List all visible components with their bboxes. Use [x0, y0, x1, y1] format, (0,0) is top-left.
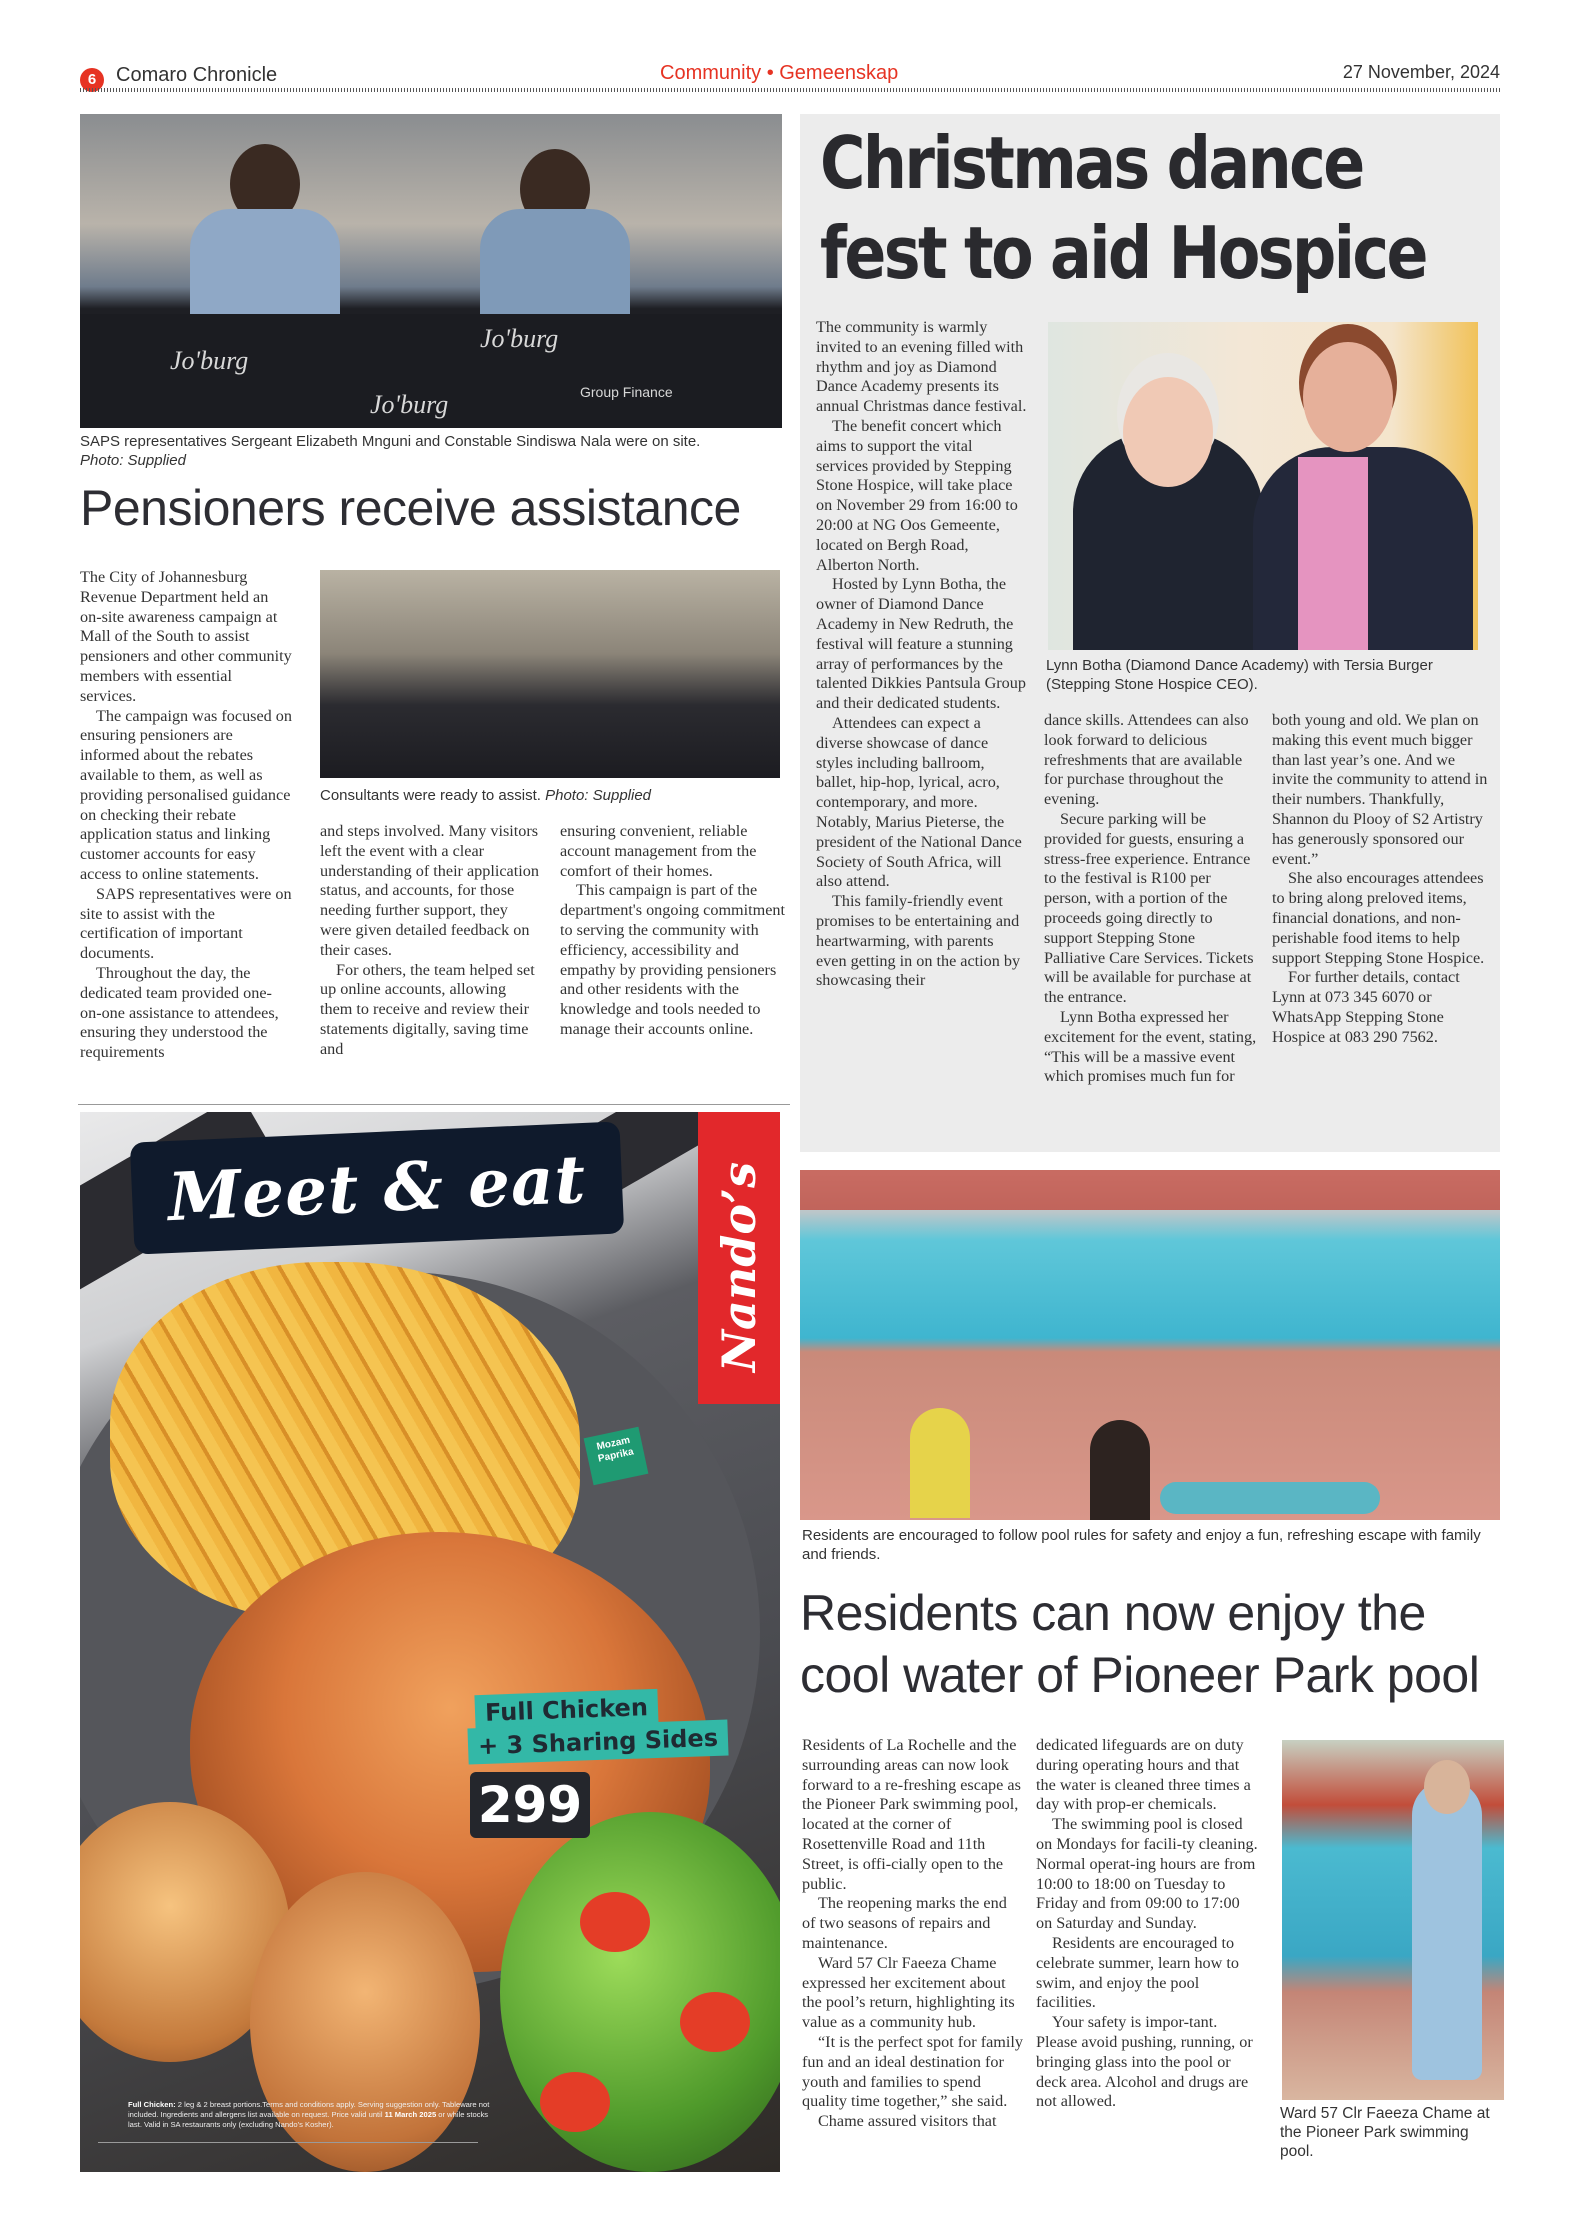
christmas-column-3 [1272, 711, 1488, 1048]
person-figure [1424, 1760, 1470, 1814]
tomato-image [680, 1992, 750, 2052]
deal-line-1: Full Chicken [474, 1689, 658, 1731]
paragraph: Secure parking will be provided for guests, ensuring a stress-free experience. Entrance to the festival is R100 per person, with a portion of the proceeds going directly to support Stepping Stone Palliative Care Services. Tickets will be available for purchase at the entrance. [1044, 809, 1254, 1007]
christmas-column-2 [1044, 711, 1260, 1087]
person-figure [1298, 457, 1368, 650]
headline-line: fest to aid Hospice [820, 211, 1426, 295]
paragraph: Ward 57 Clr Faeeza Chame expressed her excitement about the pool’s return, highlighting its value as a community hub. [802, 1953, 1015, 2032]
pensioners-column-3 [560, 822, 785, 1040]
tomato-image [540, 2072, 610, 2132]
pool-photo [800, 1170, 1500, 1520]
paragraph: Attendees can expect a diverse showcase of dance styles including ballroom, ballet, hip-hop, lyrical, acro, contemporary, and more. Notably, Marius Pieterse, the president of the National Dance Society of South Africa, will also attend. [816, 713, 1022, 891]
person-figure [1412, 1780, 1482, 2080]
paragraph: ensuring convenient, reliable account management from the comfort of their homes. [560, 822, 757, 880]
nandos-advert[interactable] [80, 1112, 780, 2172]
person-figure [1303, 342, 1393, 452]
advert-border [78, 1104, 790, 1105]
dancers-photo [1048, 322, 1478, 650]
group-finance-text: Group Finance [580, 384, 673, 400]
paragraph: For others, the team helped set up online accounts, allowing them to receive and review their statements digitally, saving time and [320, 960, 535, 1058]
paragraph: dance skills. Attendees can also look forward to delicious refreshments that are available for purchase throughout the evening. [1044, 711, 1249, 809]
pensioners-headline: Pensioners receive assistance [80, 480, 741, 536]
tagline-text: Meet & eat [166, 1139, 588, 1237]
person-figure [1090, 1420, 1150, 1520]
headline-line: Christmas dance [820, 121, 1363, 205]
pensioners-column-1 [80, 568, 292, 1063]
caption-text: SAPS representatives Sergeant Elizabeth Mnguni and Constable Sindiswa Nala were on site. [80, 433, 701, 450]
joburg-logo-text: Jo'burg [370, 390, 449, 419]
caption-text: Consultants were ready to assist. [320, 787, 541, 804]
consultants-photo-caption [320, 786, 790, 805]
salad-image [500, 1812, 780, 2172]
paragraph: The reopening marks the end of two seasons of repairs and maintenance. [802, 1894, 1007, 1952]
publication-name: Comaro Chronicle [116, 64, 278, 86]
pool-building-roof [800, 1170, 1500, 1210]
paragraph: dedicated lifeguards are on duty during operating hours and that the water is cleaned three times a day with prop-er chemicals. [1036, 1736, 1251, 1814]
fineprint-bold: Full Chicken: [128, 2100, 176, 2109]
issue-date: 27 November, 2024 [1342, 62, 1500, 82]
paragraph: Residents of La Rochelle and the surrounding areas can now look forward to a re-freshing escape as the Pioneer Park swimming pool, located at the corner of Rosettenville Road and 11th Street, is offi-cially open to the public. [802, 1736, 1021, 1893]
section-label: Community • Gemeenskap [660, 62, 899, 84]
fineprint-text: 2 leg & 2 breast portions.Terms and conditions apply. Serving suggestion only. Tableware not included. Ingredients and allergens list available on request. Price valid until [128, 2100, 490, 2119]
joburg-logo-text: Jo'burg [480, 324, 559, 353]
header-rule [80, 88, 1500, 92]
brand-name: Nando’s [712, 1161, 766, 1373]
paragraph: and steps involved. Many visitors left the event with a clear understanding of their application status, and accounts, for those needing further support, they were given detailed feedback on their cases. [320, 822, 539, 959]
consultants-photo [320, 570, 780, 778]
christmas-column-1 [816, 318, 1028, 991]
fineprint-rule [98, 2142, 478, 2143]
paragraph: The community is warmly invited to an evening filled with rhythm and joy as Diamond Dance Academy presents its annual Christmas dance festival. [816, 318, 1027, 416]
person-figure [1160, 1482, 1380, 1514]
paragraph: both young and old. We plan on making this event much bigger than last year’s one. And we invite the community to attend in their numbers. Thankfully, Shannon du Plooy of S2 Artistry has generously sponsored our event.” [1272, 711, 1488, 868]
paragraph: The campaign was focused on ensuring pensioners are informed about the rebates available to them, as well as providing personalised guidance on checking their rebate application status and linking customer accounts for easy access to online statements. [80, 706, 292, 883]
police-photo-caption [80, 432, 790, 470]
pensioners-column-2 [320, 822, 542, 1060]
paragraph: “It is the perfect spot for family fun and an ideal destination for youth and families to spend quality time together,” she said. [802, 2032, 1023, 2111]
paragraph: This family-friendly event promises to be entertaining and heartwarming, with parents even getting in on the action by showcasing their [816, 892, 1021, 990]
paragraph: SAPS representatives were on site to assist with the certification of important documents. [80, 884, 292, 963]
joburg-logo-text: Jo'burg [170, 346, 249, 375]
advert-fineprint [128, 2100, 498, 2130]
police-photo [80, 114, 782, 428]
pool-column-1 [802, 1736, 1024, 2132]
fineprint-text: or while stocks last. Valid in SA restaurants only (excluding Nando’s Kosher). [128, 2110, 489, 2129]
paragraph: The City of Johannesburg Revenue Department held an on-site awareness campaign at Mall of the South to assist pensioners and other community members with essential services. [80, 568, 292, 705]
paprika-flag: Mozam Paprika [584, 1427, 649, 1486]
headline-line: cool water of Pioneer Park pool [800, 1647, 1480, 1703]
pool-photo-caption: Residents are encouraged to follow pool rules for safety and enjoy a fun, refreshing escape with family and friends. [802, 1527, 1481, 1563]
councillor-photo [1282, 1740, 1504, 2100]
paragraph: Chame assured visitors that [818, 2112, 997, 2131]
person-figure [910, 1408, 970, 1518]
paragraph: Lynn Botha expressed her excitement for the event, stating, “This will be a massive event which promises much fun for [1044, 1007, 1257, 1086]
paragraph: For further details, contact Lynn at 073 345 6070 or WhatsApp Stepping Stone Hospice at 083 290 7562. [1272, 968, 1460, 1046]
paragraph: This campaign is part of the department's ongoing commitment to serving the community with efficiency, accessibility and empathy by providing pensioners and other residents with the knowledge and tools needed to manage their accounts online. [560, 881, 786, 1038]
dancers-photo-caption: Lynn Botha (Diamond Dance Academy) with Tersia Burger (Stepping Stone Hospice CEO). [1046, 657, 1433, 693]
deal-line-2: + 3 Sharing Sides [467, 1719, 728, 1764]
paragraph: The swimming pool is closed on Mondays for facili-ty cleaning. Normal operat-ing hours are from 10:00 to 18:00 on Tuesday to Friday and from 09:00 to 17:00 on Saturday and Sunday. [1036, 1815, 1258, 1933]
paragraph: Your safety is impor-tant. Please avoid pushing, running, or bringing glass into the pool or deck area. Alcohol and drugs are not allowed. [1036, 2013, 1253, 2111]
paragraph: The benefit concert which aims to support the vital services provided by Stepping Stone Hospice, will take place on November 29 from 16:00 to 20:00 at NG Oos Gemeente, located on Bergh Road, Alberton North. [816, 416, 1018, 574]
councillor-photo-caption: Ward 57 Clr Faeeza Chame at the Pioneer Park swimming pool. [1280, 2105, 1490, 2160]
person-figure [1123, 377, 1213, 487]
christmas-headline [820, 118, 1491, 298]
pool-headline [800, 1582, 1500, 1706]
paragraph: Hosted by Lynn Botha, the owner of Diamond Dance Academy in New Redruth, the festival will feature a stunning array of performances by the talented Dikkies Pantsula Group and their dedicated students. [816, 575, 1026, 713]
paragraph: She also encourages attendees to bring along preloved items, financial donations, and non-perishable food items to help support Stepping Stone Hospice. [1272, 869, 1485, 967]
tomato-image [580, 1892, 650, 1952]
photo-credit: Photo: Supplied [80, 452, 186, 469]
tagline-box [130, 1121, 624, 1254]
page-number-badge: 6 [80, 68, 104, 92]
paragraph: Residents are encouraged to celebrate summer, learn how to swim, and enjoy the pool facilities. [1036, 1933, 1239, 2012]
paragraph: Throughout the day, the dedicated team provided one-on-one assistance to attendees, ensuring they understood the requirements [80, 963, 279, 1062]
price-tag: 299 [470, 1772, 590, 1838]
photo-credit: Photo: Supplied [545, 787, 652, 804]
headline-line: Residents can now enjoy the [800, 1585, 1426, 1641]
pool-column-2 [1036, 1736, 1258, 2112]
nandos-logo [704, 1142, 774, 1392]
fineprint-bold: 11 March 2025 [384, 2110, 437, 2119]
